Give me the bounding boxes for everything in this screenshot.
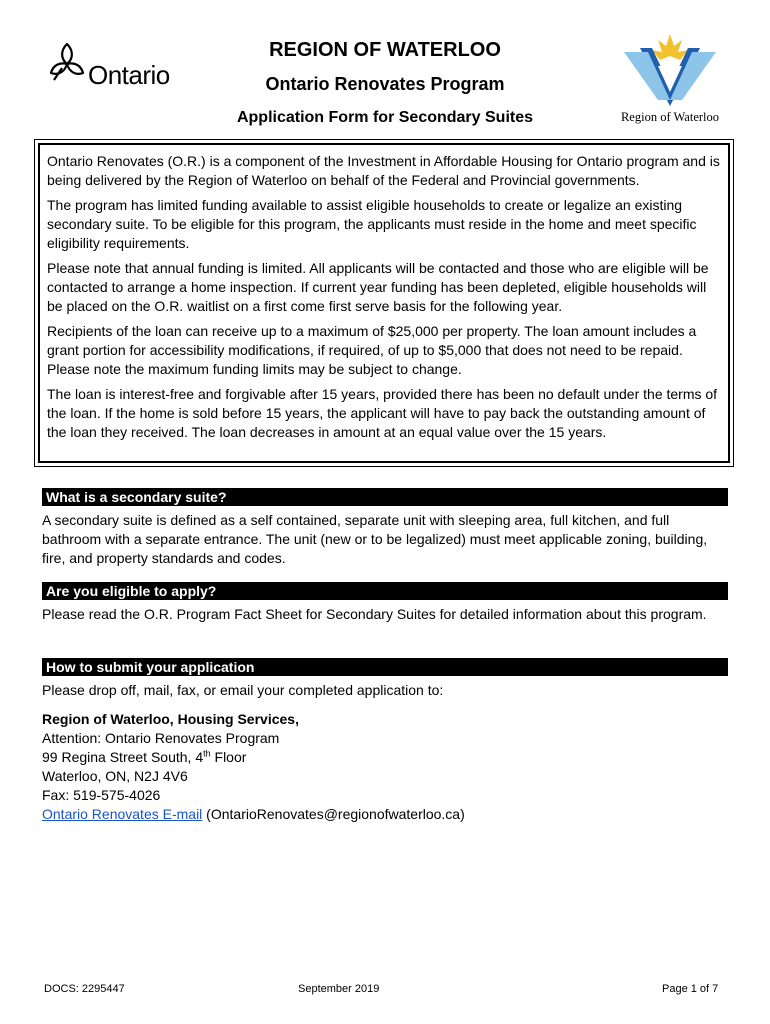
section-submit	[42, 658, 728, 824]
intro-paragraph: The program has limited funding available to assist eligible households to create or legalize an existing secondary suite. To be eligible for this program, the applicants must reside in the home and meet specific eligibility requirements.	[47, 197, 697, 251]
street-floor: Floor	[210, 749, 247, 765]
email-address: (OntarioRenovates@regionofwaterloo.ca)	[202, 806, 465, 822]
email-link[interactable]: Ontario Renovates E-mail	[42, 806, 203, 822]
address-email	[42, 805, 728, 824]
ontario-logo	[48, 40, 188, 96]
footer-page-number: Page 1 of 7	[662, 983, 719, 995]
intro-inner	[38, 143, 730, 463]
section-heading: What is a secondary suite?	[42, 488, 728, 506]
street-ordinal: th	[203, 748, 211, 759]
address-org: Region of Waterloo, Housing Services,	[42, 711, 299, 727]
intro-box	[34, 139, 734, 467]
footer-docs: DOCS: 2295447	[44, 983, 125, 995]
page-title: REGION OF WATERLOO	[269, 39, 501, 61]
intro-paragraph: Recipients of the loan can receive up to a maximum of $25,000 per property. The loan amount includes a grant portion for accessibility modifications, if required, of up to $5,000 that does not need to be repaid. Please note the maximum funding limits may be subject to change.	[47, 323, 697, 377]
address-street	[42, 748, 728, 767]
region-logo-text: Region of Waterloo	[620, 110, 720, 124]
section-body: Please read the O.R. Program Fact Sheet for Secondary Suites for detailed information about this program.	[42, 606, 707, 622]
header-titles	[190, 38, 580, 128]
section-body: Please drop off, mail, fax, or email your completed application to:	[42, 682, 444, 698]
footer-date: September 2019	[298, 983, 380, 995]
section-body: A secondary suite is defined as a self contained, separate unit with sleeping area, full kitchen, and full bathroom with a separate entrance. The unit (new or to be legalized) must meet applicable zoning, building, fire, and property standards and codes.	[42, 512, 708, 566]
region-of-waterloo-logo	[606, 30, 734, 130]
address-city: Waterloo, ON, N2J 4V6	[42, 768, 188, 784]
intro-paragraph: The loan is interest-free and forgivable after 15 years, provided there has been no default under the terms of the loan. If the home is sold before 15 years, the applicant will have to pay back the outstanding amount of the loan they received. The loan decreases in amount at an equal value over the 15 years.	[47, 386, 718, 440]
waterloo-emblem-icon	[618, 30, 722, 108]
address-attention: Attention: Ontario Renovates Program	[42, 730, 280, 746]
section-secondary-suite	[42, 488, 728, 568]
address-fax: Fax: 519-575-4026	[42, 787, 161, 803]
ontario-wordmark: Ontario	[88, 60, 170, 90]
program-title: Ontario Renovates Program	[265, 74, 505, 94]
section-eligibility	[42, 582, 728, 624]
mailing-address	[42, 710, 728, 824]
street-line: 99 Regina Street South, 4	[42, 749, 204, 765]
section-heading: How to submit your application	[42, 658, 728, 676]
form-title: Application Form for Secondary Suites	[236, 109, 534, 126]
trillium-icon	[48, 40, 86, 86]
intro-paragraph: Please note that annual funding is limited. All applicants will be contacted and those who are eligible will be contacted to arrange a home inspection. If current year funding has been depleted, eligible households will be placed on the O.R. waitlist on a first come first serve basis for the following year.	[47, 260, 709, 314]
intro-paragraph: Ontario Renovates (O.R.) is a component of the Investment in Affordable Housing for Ontario program and is being delivered by the Region of Waterloo on behalf of the Federal and Provincial governments.	[47, 153, 720, 188]
section-heading: Are you eligible to apply?	[42, 582, 728, 600]
